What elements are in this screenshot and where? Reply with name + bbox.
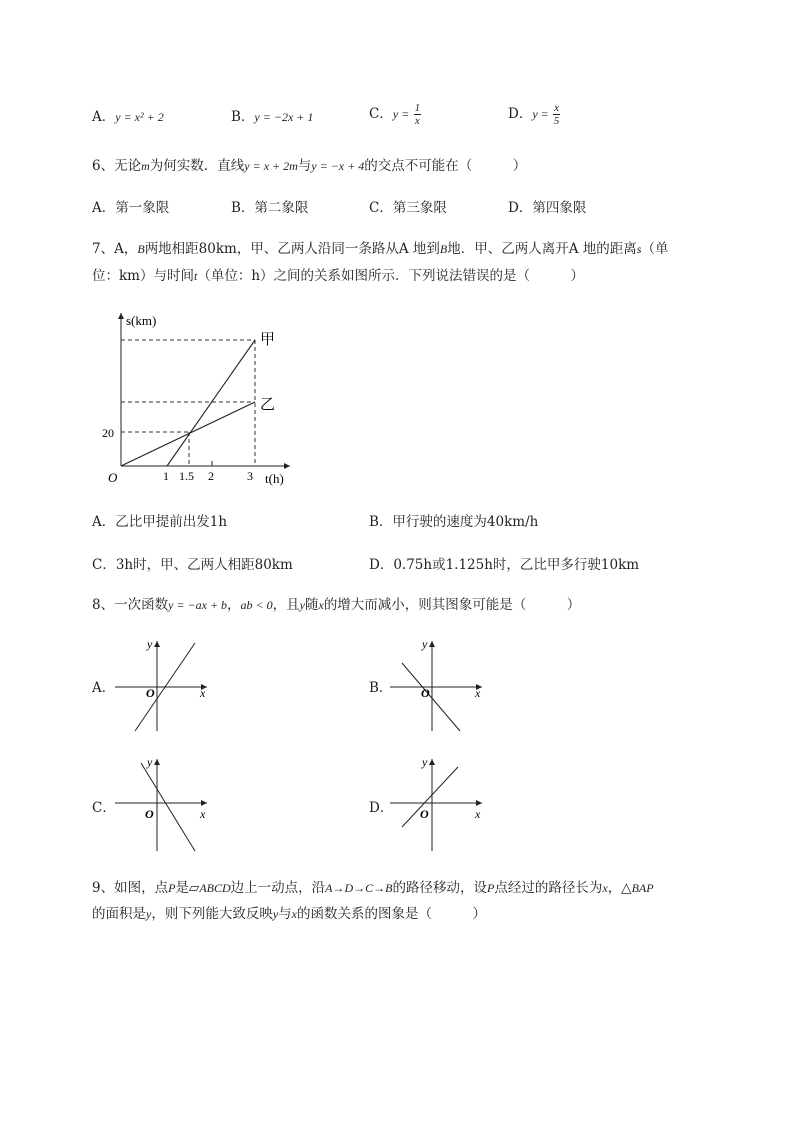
origin-label: O [146, 686, 155, 700]
y-label: y [422, 637, 428, 651]
fraction-x-over-5: $\frac{x}{5}$ [553, 102, 560, 127]
q8-option-b-label[interactable]: B． [369, 680, 393, 696]
jia-label: 甲 [260, 330, 276, 348]
y-label: y [422, 755, 428, 769]
t-axis-label: t(h) [265, 471, 284, 486]
yi-line [121, 402, 255, 466]
q7-stem-line1: 7、A，B两地相距80km，甲、乙两人沿同一条路从A 地到B地．甲、乙两人离开A 地的距离s（单 [92, 241, 669, 257]
jia-line [167, 340, 255, 466]
s-tick-20: 20 [102, 426, 114, 440]
q7-option-a[interactable]: A．乙比甲提前出发1h [92, 514, 228, 530]
q9-stem-line2: 的面积是y，则下列能大致反映y与x的函数关系的图象是（ ） [92, 906, 486, 922]
q8-graph-b[interactable] [388, 635, 488, 735]
t-tick-1.5: 1.5 [179, 469, 194, 483]
t-tick-2: 2 [208, 469, 214, 483]
origin-label: O [421, 686, 430, 700]
x-label: x [200, 686, 206, 700]
q8-graph-d[interactable] [388, 755, 488, 855]
q7-stem-line2: 位：km）与时间t（单位：h）之间的关系如图所示．下列说法错误的是（ ） [92, 268, 585, 284]
origin-label: O [145, 807, 154, 821]
t-tick-3: 3 [247, 469, 253, 483]
function-line [402, 767, 458, 827]
fraction-1-over-x: $\frac{1}{x}$ [414, 102, 421, 127]
q8-option-d-label[interactable]: D． [369, 800, 394, 816]
x-label: x [475, 686, 481, 700]
q8-graph-a[interactable] [113, 635, 213, 735]
s-axis-label: s(km) [126, 313, 157, 328]
q7-option-c[interactable]: C．3h时，甲、乙两人相距80km [92, 557, 293, 573]
t-tick-1: 1 [163, 469, 169, 483]
q8-option-a-label[interactable]: A． [92, 680, 116, 696]
q7-option-b[interactable]: B．甲行驶的速度为40km/h [369, 514, 539, 530]
q5-option-b[interactable]: B．y = −2x + 1 [231, 109, 314, 125]
q6-option-c[interactable]: C．第三象限 [369, 200, 447, 216]
q7-distance-time-graph [100, 305, 300, 490]
q6-option-a[interactable]: A．第一象限 [92, 200, 170, 216]
origin-label: O [108, 470, 118, 485]
q6-stem: 6、无论m为何实数．直线y = x + 2m与y = −x + 4的交点不可能在（ ） [92, 158, 527, 174]
q8-stem: 8、一次函数y = −ax + b，ab < 0，且y随x的增大而减小，则其图象可能是（ ） [92, 597, 581, 613]
q9-stem-line1: 9、如图，点P是▱ABCD边上一动点，沿A→D→C→B的路径移动，设P点经过的路径长为x，△BAP [92, 880, 654, 896]
q6-option-d[interactable]: D．第四象限 [508, 200, 587, 216]
x-label: x [200, 807, 206, 821]
q5-option-c[interactable]: C．y = $\frac{1}{x}$ [369, 102, 421, 127]
x-label: x [475, 807, 481, 821]
origin-label: O [420, 807, 429, 821]
q8-option-c-label[interactable]: C． [92, 800, 116, 816]
y-label: y [147, 755, 153, 769]
q8-graph-c[interactable] [113, 755, 213, 855]
q5-option-a[interactable]: A．y = x² + 2 [92, 109, 164, 125]
function-line [402, 663, 460, 731]
q7-option-d[interactable]: D．0.75h或1.125h时，乙比甲多行驶10km [369, 557, 640, 573]
y-label: y [147, 637, 153, 651]
yi-label: 乙 [260, 395, 276, 413]
q6-option-b[interactable]: B．第二象限 [231, 200, 309, 216]
q5-option-d[interactable]: D．y = $\frac{x}{5}$ [508, 102, 560, 127]
